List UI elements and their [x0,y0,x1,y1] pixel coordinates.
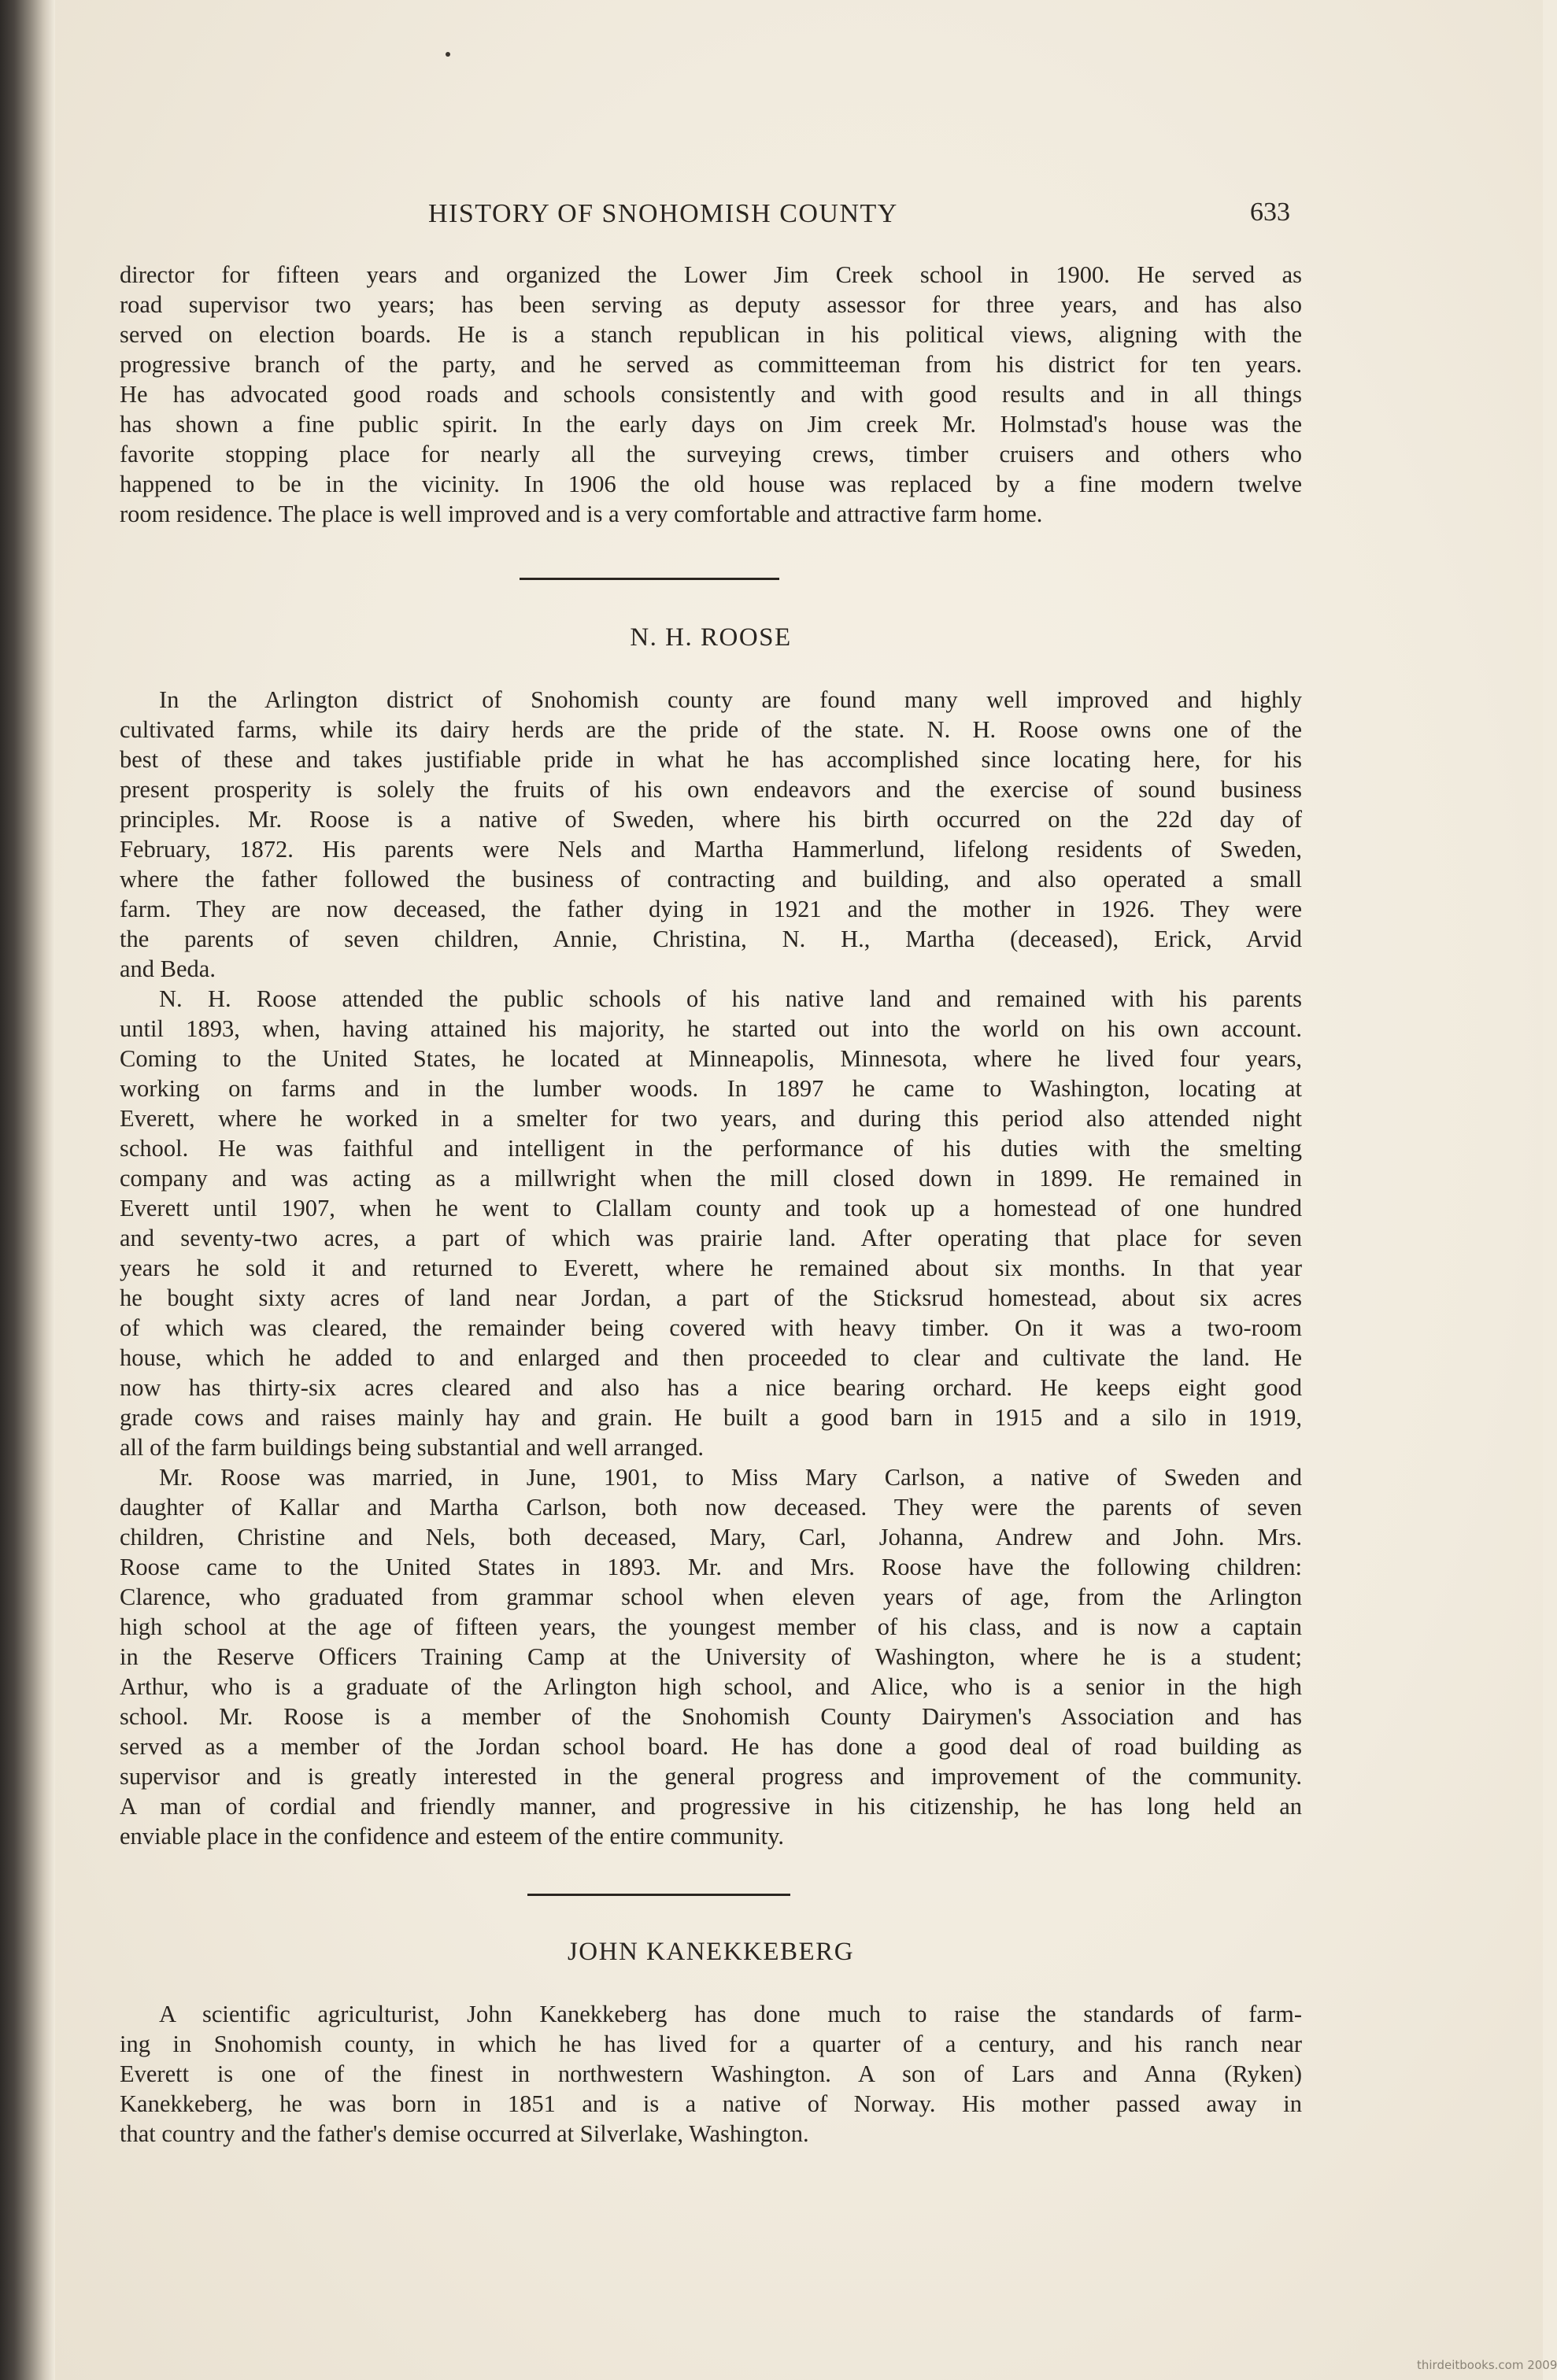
text-line: where the father followed the business of contracting and building, and also operated a small [120,866,1302,893]
text-line: Roose came to the United States in 1893. Mr. and Mrs. Roose have the following children: [120,1554,1302,1580]
text-line: N. H. Roose attended the public schools of his native land and remained with his parents [159,985,1302,1012]
text-line: served as a member of the Jordan school board. He has done a good deal of road building as [120,1733,1302,1760]
text-line: and seventy-two acres, a part of which was prairie land. After operating that place for seven [120,1225,1302,1251]
text-line: until 1893, when, having attained his majority, he started out into the world on his own account. [120,1015,1302,1042]
text-line: favorite stopping place for nearly all the surveying crews, timber cruisers and others who [120,441,1302,468]
text-line: progressive branch of the party, and he served as committeeman from his district for ten years. [120,351,1302,378]
section-divider [527,1894,790,1896]
text-line: Everett is one of the finest in northwestern Washington. A son of Lars and Anna (Ryken) [120,2060,1302,2087]
text-line: Everett until 1907, when he went to Clallam county and took up a homestead of one hundred [120,1195,1302,1221]
text-line: years he sold it and returned to Everett, where he remained about six months. In that year [120,1255,1302,1281]
text-line: In the Arlington district of Snohomish county are found many well improved and highly [159,686,1302,713]
ink-speck [446,52,450,57]
text-line: house, which he added to and enlarged and then proceeded to clear and cultivate the land. He [120,1344,1302,1371]
text-line: of which was cleared, the remainder being covered with heavy timber. On it was a two-room [120,1314,1302,1341]
text-line: best of these and takes justifiable pride in what he has accomplished since locating here, for his [120,746,1302,773]
text-line: A man of cordial and friendly manner, and progressive in his citizenship, he has long held an [120,1793,1302,1820]
text-line: present prosperity is solely the fruits of his own endeavors and the exercise of sound business [120,776,1302,803]
text-line: in the Reserve Officers Training Camp at the University of Washington, where he is a student; [120,1643,1302,1670]
text-line: working on farms and in the lumber woods. In 1897 he came to Washington, locating at [120,1075,1302,1102]
text-line: A scientific agriculturist, John Kanekkeberg has done much to raise the standards of farm- [159,2001,1302,2027]
section-heading-kanekkeberg: JOHN KANEKKEBERG [567,1938,855,1966]
text-line: principles. Mr. Roose is a native of Sweden, where his birth occurred on the 22d day of [120,806,1302,833]
scan-watermark: thirdeitbooks.com 2009 [1417,2358,1557,2372]
text-line: enviable place in the confidence and esteem of the entire community. [120,1823,785,1850]
text-line: February, 1872. His parents were Nels and Martha Hammerlund, lifelong residents of Sweden, [120,836,1302,863]
text-line: has shown a fine public spirit. In the early days on Jim creek Mr. Holmstad's house was the [120,411,1302,438]
text-line: daughter of Kallar and Martha Carlson, both now deceased. They were the parents of seven [120,1494,1302,1521]
text-line: cultivated farms, while its dairy herds are the pride of the state. N. H. Roose owns one of the [120,716,1302,743]
text-line: that country and the father's demise occurred at Silverlake, Washington. [120,2120,809,2147]
text-line: road supervisor two years; has been serving as deputy assessor for three years, and has also [120,291,1302,318]
book-page [55,0,1543,2380]
text-line: school. Mr. Roose is a member of the Snohomish County Dairymen's Association and has [120,1703,1302,1730]
text-line: now has thirty-six acres cleared and also has a nice bearing orchard. He keeps eight good [120,1374,1302,1401]
running-head: HISTORY OF SNOHOMISH COUNTY [428,199,898,228]
text-line: children, Christine and Nels, both deceased, Mary, Carl, Johanna, Andrew and John. Mrs. [120,1524,1302,1550]
text-line: room residence. The place is well improved and is a very comfortable and attractive farm home. [120,501,1043,527]
text-line: Clarence, who graduated from grammar school when eleven years of age, from the Arlington [120,1584,1302,1610]
text-line: supervisor and is greatly interested in the general progress and improvement of the community. [120,1763,1302,1790]
text-line: all of the farm buildings being substantial and well arranged. [120,1434,704,1461]
text-line: Everett, where he worked in a smelter for two years, and during this period also attended night [120,1105,1302,1132]
text-line: farm. They are now deceased, the father dying in 1921 and the mother in 1926. They were [120,896,1302,922]
text-line: happened to be in the vicinity. In 1906 the old house was replaced by a fine modern twelve [120,471,1302,497]
text-line: and Beda. [120,955,216,982]
text-line: He has advocated good roads and schools consistently and with good results and in all things [120,381,1302,408]
text-line: the parents of seven children, Annie, Christina, N. H., Martha (deceased), Erick, Arvid [120,926,1302,952]
section-divider [520,578,779,580]
text-line: grade cows and raises mainly hay and grain. He built a good barn in 1915 and a silo in 1919, [120,1404,1302,1431]
text-line: he bought sixty acres of land near Jordan, a part of the Sticksrud homestead, about six acres [120,1284,1302,1311]
text-line: Coming to the United States, he located at Minneapolis, Minnesota, where he lived four years, [120,1045,1302,1072]
text-line: school. He was faithful and intelligent in the performance of his duties with the smelting [120,1135,1302,1162]
page-number: 633 [1250,198,1290,227]
text-line: Arthur, who is a graduate of the Arlington high school, and Alice, who is a senior in the high [120,1673,1302,1700]
text-line: served on election boards. He is a stanch republican in his political views, aligning with the [120,321,1302,348]
text-line: Kanekkeberg, he was born in 1851 and is a native of Norway. His mother passed away in [120,2090,1302,2117]
section-heading-roose: N. H. ROOSE [630,623,792,652]
book-spine-shadow [0,0,55,2380]
text-line: high school at the age of fifteen years, the youngest member of his class, and is now a captain [120,1613,1302,1640]
text-line: ing in Snohomish county, in which he has lived for a quarter of a century, and his ranch near [120,2031,1302,2057]
text-line: director for fifteen years and organized the Lower Jim Creek school in 1900. He served as [120,261,1302,288]
text-line: company and was acting as a millwright when the mill closed down in 1899. He remained in [120,1165,1302,1192]
text-line: Mr. Roose was married, in June, 1901, to Miss Mary Carlson, a native of Sweden and [159,1464,1302,1491]
